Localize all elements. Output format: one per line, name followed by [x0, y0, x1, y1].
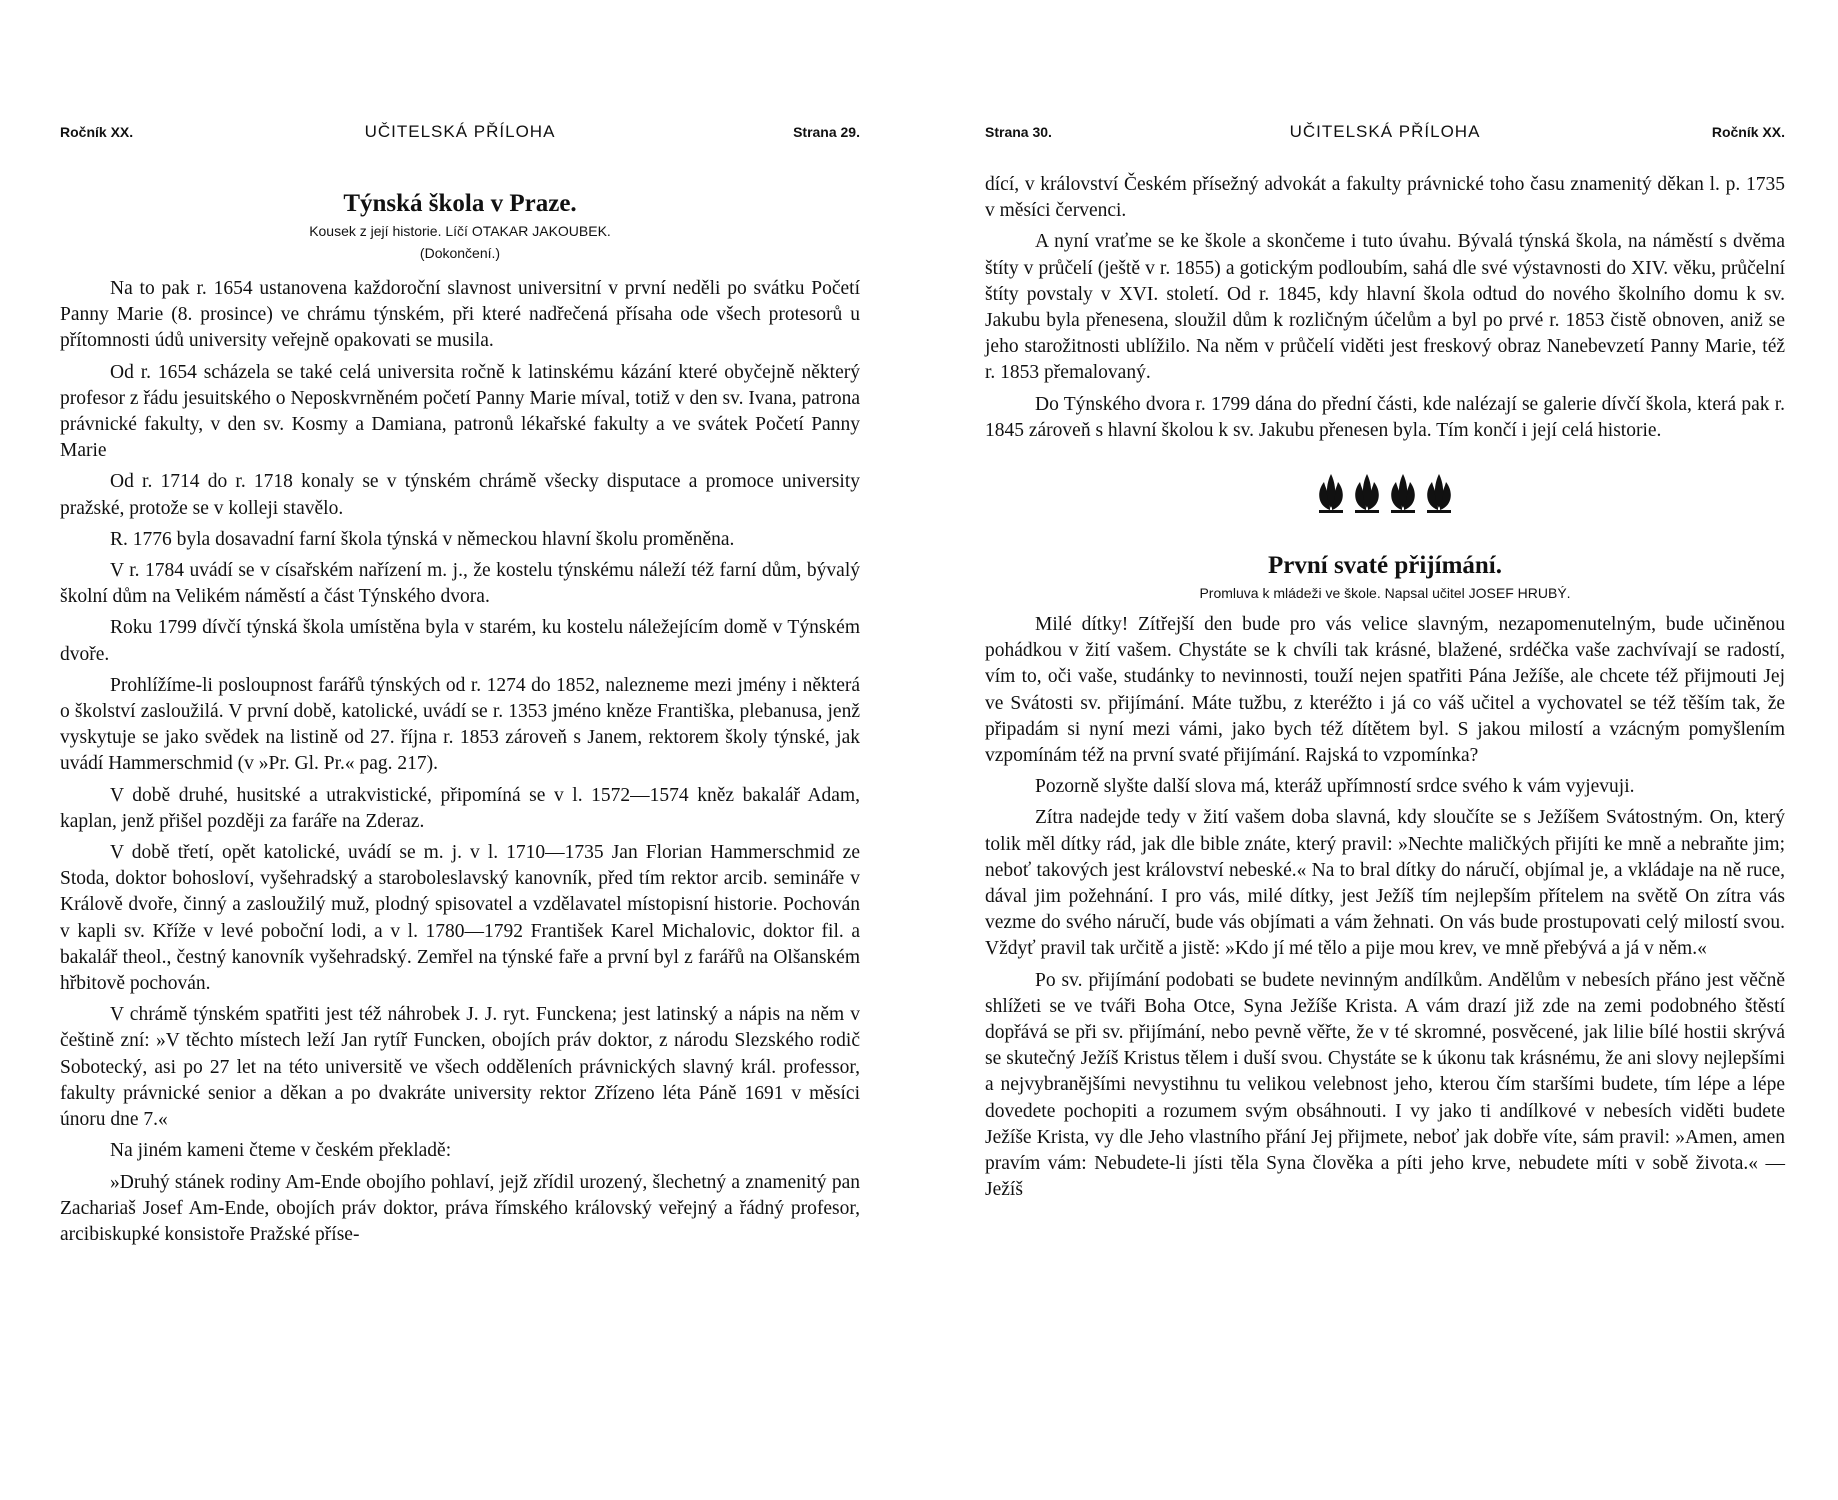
article-subtitle: Kousek z její historie. Líčí OTAKAR JAKOUBEK. — [309, 223, 611, 239]
paragraph: Od r. 1714 do r. 1718 konaly se v týnském chrámě všecky disputace a promoce university pražské, protože se v kolleji stavělo. — [60, 471, 860, 519]
right-page — [985, 0, 1785, 1500]
paragraph: Do Týnského dvora r. 1799 dána do přední části, kde nalézají se galerie dívčí škola, která pak r. 1845 zároveň s hlavní školou k sv. Jakubu přenesen byla. Tím končí i její celá historie. — [985, 393, 1785, 441]
paragraph: Zítra nadejde tedy v žití vašem doba slavná, kdy sloučíte se s Ježíšem Svátostným. On, který tolik měl dítky rád, jak dle bible znáte, který pravil: »Nechte maličkých přijíti ke mně a nebraňte jim; neboť takových jest království nebeské.« Na to bral dítky do náručí, objímal je, a vkládaje na ně ruce, dával jim požehnání. I pro vás, milé dítky, jest Ježíš tím nejlepším přítelem na světě On zítra vás vezme do svého náručí, bude vás objímati a vám žehnati. On vás bude prostupovati celý milostí svou. Vždyť pravil tak určitě a jistě: »Kdo jí mé tělo a pije mou krev, ve mně přebývá a já v něm.« — [985, 807, 1785, 960]
paragraph: Na to pak r. 1654 ustanovena každoroční slavnost universitní v první neděli po svátku Početí Panny Marie (8. prosince) ve chrámu týnském, při které nadřečená přísaha ode všech protesorů u přítomnosti údů university veřejně opakovati se musila. — [60, 278, 860, 352]
journal-title: UČITELSKÁ PŘÍLOHA — [364, 122, 556, 141]
paragraph: Od r. 1654 scházela se také celá universita ročně k latinskému kázání které obyčejně některý profesor z řádu jesuitského o Neposkvrněném početí Panny Marie míval, totiž v den sv. Ivana, patrona právnické fakulty, v den sv. Kosmy a Damiana, patronů lékařské fakulty a ve svátek Početí Panny Marie — [60, 361, 860, 462]
paragraph: V r. 1784 uvádí se v císařském nařízení m. j., že kostelu týnskému náleží též farní dům, bývalý školní dům na Velikém náměstí a část Týnského dvora. — [60, 560, 860, 608]
paragraph: Po sv. přijímání podobati se budete nevinným andílkům. Andělům v nebesích přáno jest věčně shlížeti se ve tváři Boha Otce, Syna Ježíše Krista. A vám drazí již zde na zemi podobného štěstí dopřává se při sv. přijímání, nebo pevně věřte, že v té skromné, posvěcené, jak lilie bílé hostii skrývá se skutečný Ježíš Kristus tělem i duší svou. Chystáte se k úkonu tak krásnému, že ani slovy nejlepšími a nejvybranějšími nevystihnu tu velikou velebnost jeho, kterou čím staršími budete, tím lépe a lépe dovedete pochopiti a rozumem svým obsáhnouti. I vy jako ti andílkové v nebesích viděti budete Ježíše Krista, vy dle Jeho vlastního přání Jej přijmete, neboť jak dobře víte, sám pravil: »Amen, amen pravím vám: Nebudete-li jísti těla Syna člověka a píti jeho krve, nebudete míti v sobě života.« — Ježíš — [985, 969, 1785, 1201]
journal-title: UČITELSKÁ PŘÍLOHA — [1289, 122, 1481, 141]
paragraph: V době třetí, opět katolické, uvádí se m. j. v l. 1710—1735 Jan Florian Hammerschmid ze Stoda, doktor bohosloví, vyšehradský a staroboleslavský kanovník, před tím rektor arcib. semináře v Králově dvoře, činný a zasloužilý muž, plodný spisovatel a vzdělavatel místopisní historie. Pochován v kapli sv. Kříže v levé poboční lodi, a v l. 1780—1792 František Karel Michalovic, doktor fil. a bakalář theol., čestný kanovník vyšehradský. Zemřel na týnské faře a první byl z farářů na Olšanském hřbitově pochován. — [60, 842, 860, 995]
paragraph: R. 1776 byla dosavadní farní škola týnská v německou hlavní školu proměněna. — [110, 528, 735, 550]
paragraph: V chrámě týnském spatřiti jest též náhrobek J. J. ryt. Funckena; jest latinský a nápis na něm v češtině zní: »V těchto místech leží Jan rytíř Funcken, obojích práv doktor, z národu Slezského rodič Sobotecký, asi po 27 let na této universitě ve všech odděleních právnických slavný král. professor, fakulty právnické senior a děkan a po dvakráte university rektor Zřízeno léta Páně 1691 v měsíci únoru dne 7.« — [60, 1004, 860, 1131]
paragraph: dící, v království Českém přísežný advokát a fakulty právnické toho času znamenitý děkan l. p. 1735 v měsíci červenci. — [985, 174, 1785, 222]
continuation-note: (Dokončení.) — [419, 245, 501, 261]
paragraph: »Druhý stánek rodiny Am-Ende obojího pohlaví, jejž zřídil urozený, šlechetný a znamenitý pan Zachariaš Josef Am-Ende, obojích práv doktor, práva římského královský veřejný a řádný profesor, arcibiskupké konsistoře Pražské příse- — [60, 1171, 860, 1245]
paragraph: Pozorně slyšte další slova má, kteráž upřímností srdce svého k vám vyjevuji. — [1035, 776, 1635, 798]
right-column — [985, 172, 1785, 1209]
page-number: Strana 30. — [985, 124, 1052, 140]
page-number: Strana 29. — [793, 124, 860, 140]
article-title: Týnská škola v Praze. — [343, 190, 577, 217]
floral-ornament-icon — [985, 466, 1785, 520]
article-title: První svaté přijímání. — [1267, 552, 1502, 580]
paragraph: Na jiném kameni čteme v českém překladě: — [110, 1140, 452, 1162]
paragraph: V době druhé, husitské a utrakvistické, připomíná se v l. 1572—1574 kněz bakalář Adam, kaplan, jenž přišel později za faráře na Zderaz. — [60, 784, 860, 832]
running-head-left — [60, 122, 860, 146]
paragraph: Milé dítky! Zítřejší den bude pro vás velice slavným, nezapomenutelným, bude učiněnou pohádkou v žití vašem. Chystáte se k chvíli tak krásné, blažené, srdéčka vaše zachvívají se radostí, vím to, oči vaše, studánky to nevinnosti, touží nejen spatřiti Pána Ježíše, ale chcete též přijmouti Jej ve Svátosti sv. přijímání. Máte tužbu, z kteréžto i já co váš učitel a vychovatel se též těším tak, že připadám si nyní mezi vámi, jako bych též dítětem byl. S jakou milostí a vzácným pomyšlením vzpomínám též na první svaté přijímání. Rajská to vzpomínka? — [985, 614, 1785, 767]
left-column — [60, 188, 860, 1253]
paragraph: Prohlížíme-li posloupnost farářů týnských od r. 1274 do 1852, nalezneme mezi jmény i některá o školství zasloužilá. V první době, katolické, uvádí se r. 1353 jméno kněze Františka, plebanusa, jenž vyskytuje se jako svědek na listině od 27. října r. 1853 zároveň s Janem, rektorem školy týnské, jak uvádí Hammerschmid (v »Pr. Gl. Pr.« pag. 217). — [60, 674, 860, 775]
volume-label: Ročník XX. — [1711, 124, 1785, 140]
volume-label: Ročník XX. — [60, 124, 134, 140]
article-subtitle: Promluva k mládeži ve škole. Napsal učitel JOSEF HRUBÝ. — [1199, 585, 1571, 602]
paragraph: A nyní vraťme se ke škole a skončeme i tuto úvahu. Bývalá týnská škola, na náměstí s dvěma štíty v průčelí (ještě v r. 1855) a gotickým podloubím, sahá dle své výstavnosti do XIV. věku, průčelní štíty povstaly v XVI. století. Od r. 1845, kdy hlavní škola odtud do nového školního domu k sv. Jakubu byla přenesena, sloužil dům k rozličným účelům a byl po prvé r. 1853 čistě obnoven, aniž se jeho starožitnosti ublížilo. Na něm v průčelí viděti jest freskový obraz Nanebevzetí Panny Marie, též r. 1853 přemalovaný. — [985, 231, 1785, 384]
paragraph: Roku 1799 dívčí týnská škola umístěna byla v starém, ku kostelu náležejícím domě v Týnském dvoře. — [60, 617, 860, 665]
left-page — [60, 0, 860, 1500]
running-head-right — [985, 122, 1785, 146]
